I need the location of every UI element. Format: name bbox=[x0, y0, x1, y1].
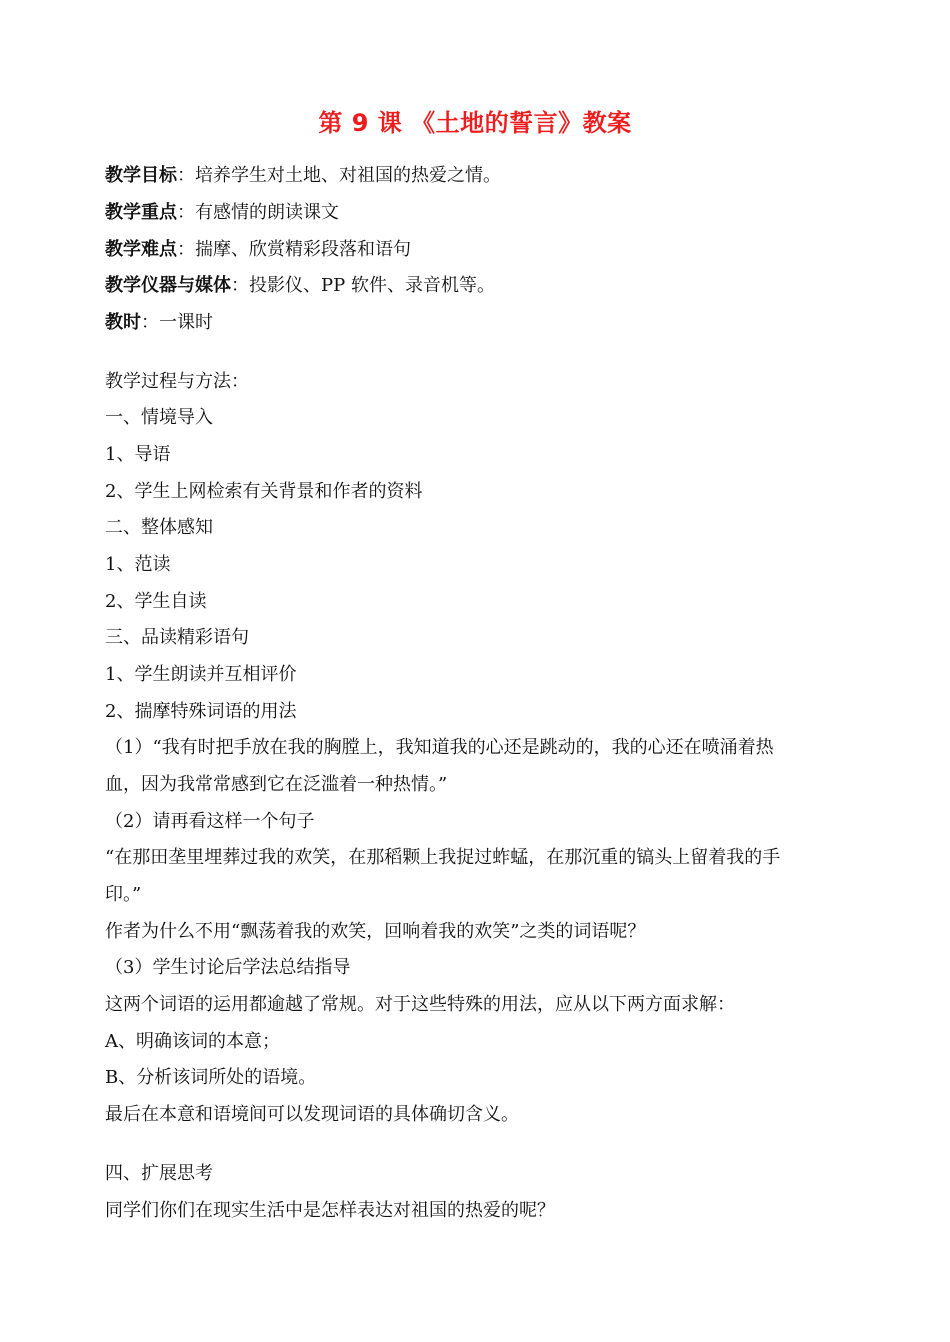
section-heading-1: 一、情境导入 bbox=[105, 407, 213, 428]
meta-key-label: 教学重点 bbox=[105, 202, 177, 223]
meta-key-value: ：有感情的朗读课文 bbox=[177, 202, 339, 223]
paragraph-line: 作者为什么不用“飘荡着我的欢笑，回响着我的欢笑”之类的词语呢？ bbox=[105, 921, 646, 942]
paragraph-line: 同学们你们在现实生活中是怎样表达对祖国的热爱的呢？ bbox=[105, 1200, 555, 1221]
paragraph-line: “在那田垄里埋葬过我的欢笑，在那稻颗上我捉过蚱蜢，在那沉重的镐头上留着我的手 bbox=[105, 847, 781, 868]
meta-difficulty bbox=[105, 238, 411, 262]
meta-media-label: 教学仪器与媒体 bbox=[105, 275, 231, 296]
list-item: 2、揣摩特殊词语的用法 bbox=[105, 701, 297, 722]
list-item: 1、学生朗读并互相评价 bbox=[105, 664, 297, 685]
meta-time bbox=[105, 311, 213, 335]
list-item: 2、学生上网检索有关背景和作者的资料 bbox=[105, 481, 423, 502]
meta-key bbox=[105, 201, 339, 225]
list-item: 1、导语 bbox=[105, 444, 171, 465]
list-item: 1、范读 bbox=[105, 554, 171, 575]
section-heading-2: 二、整体感知 bbox=[105, 517, 213, 538]
meta-difficulty-label: 教学难点 bbox=[105, 239, 177, 260]
paragraph-line: （2）请再看这样一个句子 bbox=[105, 811, 315, 832]
paragraph-line: （3）学生讨论后学法总结指导 bbox=[105, 957, 351, 978]
list-item: B、分析该词所处的语境。 bbox=[105, 1067, 317, 1088]
meta-media bbox=[105, 274, 495, 298]
meta-difficulty-value: ：揣摩、欣赏精彩段落和语句 bbox=[177, 239, 411, 260]
meta-media-value: ：投影仪、PP 软件、录音机等。 bbox=[231, 275, 495, 296]
list-item: A、明确该词的本意； bbox=[105, 1031, 280, 1052]
section-heading-4: 四、扩展思考 bbox=[105, 1163, 213, 1184]
meta-goal-label: 教学目标 bbox=[105, 165, 177, 186]
process-heading: 教学过程与方法： bbox=[105, 371, 249, 392]
paragraph-line: 血，因为我常常感到它在泛滥着一种热情。” bbox=[105, 774, 448, 795]
section-heading-3: 三、品读精彩语句 bbox=[105, 627, 249, 648]
paragraph-line: （1）“我有时把手放在我的胸膛上，我知道我的心还是跳动的，我的心还在喷涌着热 bbox=[105, 737, 774, 758]
document-title: 第 9 课 《土地的誓言》教案 bbox=[318, 109, 632, 137]
meta-time-label: 教时 bbox=[105, 312, 141, 333]
meta-goal bbox=[105, 164, 501, 188]
paragraph-line: 印。” bbox=[105, 884, 142, 905]
paragraph-line: 这两个词语的运用都逾越了常规。对于这些特殊的用法，应从以下两方面求解： bbox=[105, 994, 735, 1015]
list-item: 2、学生自读 bbox=[105, 591, 207, 612]
meta-goal-value: ：培养学生对土地、对祖国的热爱之情。 bbox=[177, 165, 501, 186]
meta-time-value: ：一课时 bbox=[141, 312, 213, 333]
paragraph-line: 最后在本意和语境间可以发现词语的具体确切含义。 bbox=[105, 1104, 519, 1125]
